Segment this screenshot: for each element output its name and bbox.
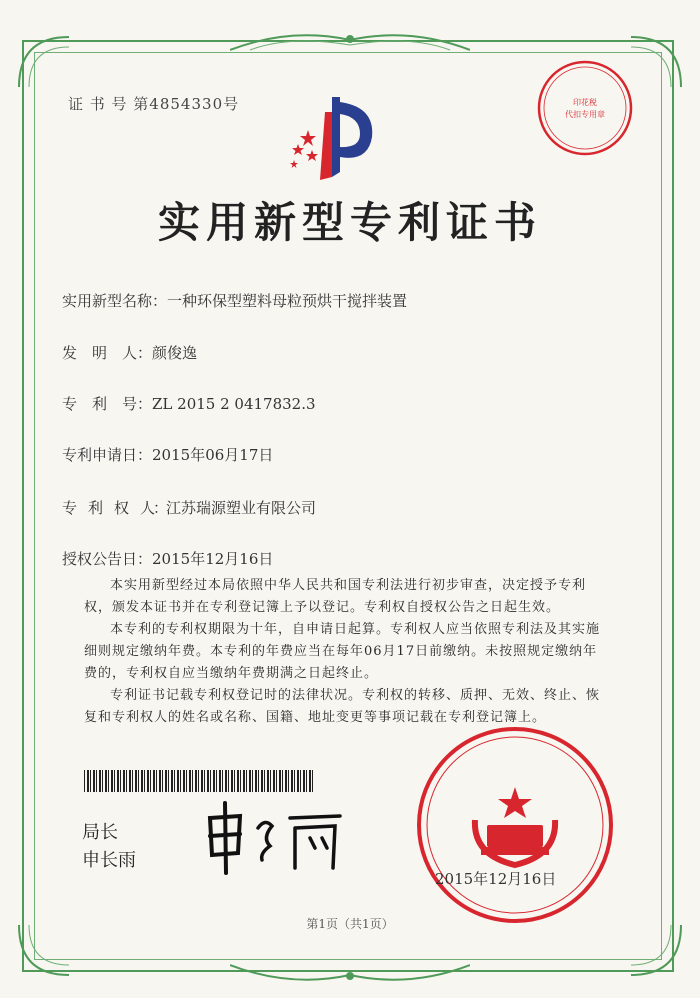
- certificate-title: 实用新型专利证书: [157, 198, 542, 247]
- field-label: 授权公告日：: [62, 550, 153, 568]
- sipo-logo: [280, 92, 380, 182]
- field-application-date: [62, 444, 273, 465]
- field-value: 2015年06月17日: [152, 446, 274, 464]
- svg-text:印花税: 印花税: [573, 98, 597, 107]
- page-number: 第1页（共1页）: [306, 917, 394, 931]
- tax-stamp-seal: [535, 58, 635, 158]
- top-ornament: [230, 25, 470, 55]
- certificate-body: [84, 575, 604, 729]
- field-announcement-date: [62, 548, 273, 569]
- body-paragraph-3: 专利证书记载专利权登记时的法律状况。专利权的转移、质押、无效、终止、恢复和专利权人的姓名或名称、国籍、地址变更等事项记载在专利登记簿上。: [84, 688, 601, 725]
- field-label: 专 利 权 人：: [62, 499, 167, 517]
- field-label: 专 利 号：: [62, 395, 153, 413]
- field-label: 发 明 人：: [62, 344, 153, 362]
- sipo-official-seal: [415, 725, 615, 925]
- body-paragraph-2: 本专利的专利权期限为十年，自申请日起算。专利权人应当依照专利法及其实施细则规定缴纳年费。本专利的年费应当在每年06月17日前缴纳。未按照规定缴纳年费的，专利权自应当缴纳年费期满之日起终止。: [84, 622, 601, 681]
- director-name: 申长雨: [82, 850, 136, 871]
- director-title: 局长: [82, 822, 118, 843]
- field-utility-model-name: [62, 290, 407, 311]
- field-value: ZL 2015 2 0417832.3: [152, 395, 316, 413]
- body-paragraph-1: 本实用新型经过本局依照中华人民共和国专利法进行初步审查，决定授予专利权，颁发本证书并在专利登记簿上予以登记。专利权自授权公告之日起生效。: [84, 578, 587, 615]
- barcode: [84, 770, 314, 792]
- director-signature: [200, 798, 350, 878]
- corner-ornament-tr: [626, 32, 686, 92]
- field-patentee: [62, 497, 316, 518]
- field-label: 专利申请日：: [62, 446, 153, 464]
- svg-text:代扣专用章: 代扣专用章: [565, 110, 605, 119]
- bottom-ornament: [230, 960, 470, 990]
- field-label: 实用新型名称：: [62, 292, 168, 310]
- field-value: 一种环保型塑料母粒预烘干搅拌装置: [167, 292, 408, 310]
- seal-date: 2015年12月16日: [435, 870, 557, 888]
- corner-ornament-tl: [14, 32, 74, 92]
- field-inventor: [62, 342, 197, 363]
- field-patent-number: [62, 393, 316, 414]
- field-value: 2015年12月16日: [152, 550, 274, 568]
- certificate-number: 证 书 号 第4854330号: [68, 95, 240, 113]
- field-value: 颜俊逸: [152, 344, 198, 362]
- field-value: 江苏瑞源塑业有限公司: [166, 499, 317, 517]
